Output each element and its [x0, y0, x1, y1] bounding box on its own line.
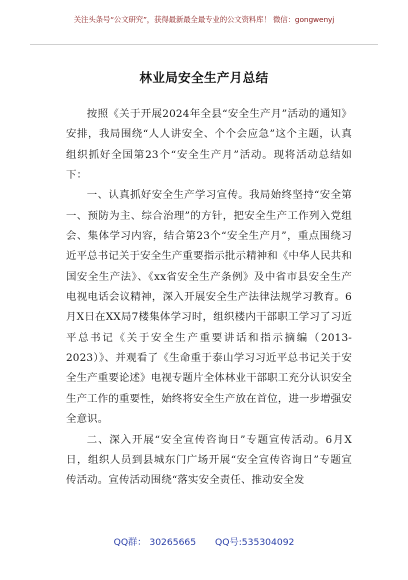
body-paragraph-section-1: 一、认真抓好安全生产学习宣传。我局始终坚持“安全第一、预防为主、综合治理”的方针，把安全生产工作列入党组会、集体学习内容，结合第23个“安全生产月”，重点围绕习近平总书记关于安全生产重要指示批示精神和《中华人民共和国安全生产法》、《xx省安全生产条例》及中省市县安全生产电视电话会议精神，深入开展安全生产法律法规学习教育。6月X日在XX局7楼集体学习时，组织楼内干部职工学习了习近平总书记《关于安全生产重要讲话和指示摘编（2013-2023）》、并观看了《生命重于泰山学习习近平总书记关于安全生产重要论述》电视专题片全体林业干部职工充分认识安全生产工作的重要性，始终将安全生产放在首位，进一步增强安全意识。 — [66, 189, 352, 426]
body-paragraph-section-2: 二、深入开展“安全宣传咨询日”专题宣传活动。6月X日，组织人员到县城东门广场开展“安全宣传咨询日”专题宣传活动。宣传活动围绕“落实安全责任、推动安全发 — [66, 433, 352, 487]
document-body — [66, 104, 352, 491]
qq-group-number: QQ群： 30265665 — [113, 537, 197, 548]
contact-footer — [0, 534, 408, 548]
promo-header-note: 关注头条号“公文研究”，获得最新最全最专业的公文资料库！ 微信：gongwenyj — [73, 15, 335, 24]
body-paragraph-intro: 按照《关于开展2024年全县“安全生产月”活动的通知》安排，我局围绕“人人讲安全、个个会应急”这个主题，认真组织抓好全国第23个“安全生产月”活动。现将活动总结如下： — [66, 108, 352, 182]
header-divider — [30, 44, 378, 45]
qq-account-number: QQ号:535304092 — [215, 537, 295, 548]
document-title: 林业局安全生产月总结 — [139, 70, 269, 85]
